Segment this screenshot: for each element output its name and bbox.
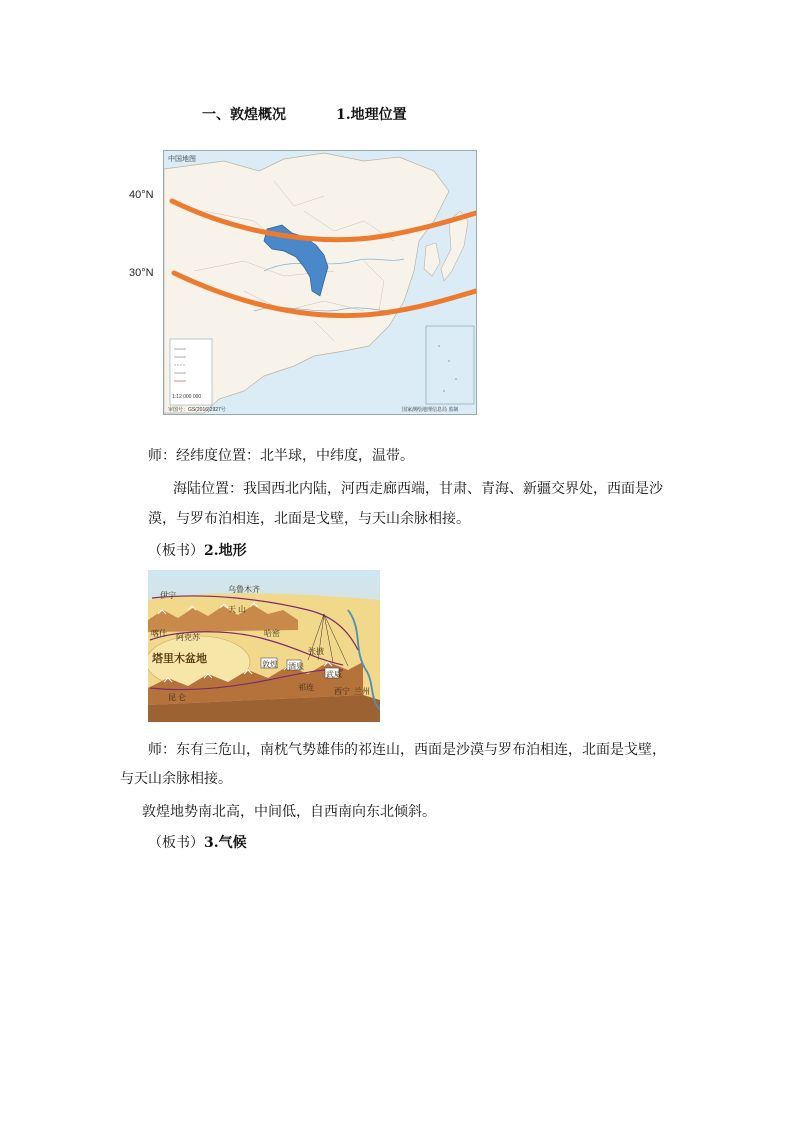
label-dunhuang: 敦煌: [262, 660, 278, 669]
label-lanzhou: 兰州: [354, 687, 370, 696]
label-urumqi: 乌鲁木齐: [228, 585, 260, 594]
label-xining: 西宁: [334, 687, 350, 696]
label-wuwei: 武威: [326, 670, 342, 679]
label-kunlun: 昆 仑: [168, 693, 186, 702]
board-prefix: （板书）: [148, 835, 204, 851]
paragraph-elevation: 敦煌地势南北高，中间低，自西南向东北倾斜。: [142, 804, 436, 820]
label-aksu: 阿克苏: [176, 633, 200, 642]
map-publisher: 国家测绘地理信息局 监制: [402, 407, 459, 413]
subsection-heading: 1.地理位置: [336, 107, 407, 123]
latitude-label-40: 40°N: [129, 189, 154, 201]
section-heading: 一、敦煌概况: [202, 107, 286, 123]
label-zhangye: 张掖: [308, 647, 324, 656]
paragraph-terrain-line1: 师：东有三危山，南枕气势雄伟的祁连山，西面是沙漠与罗布泊相连，北面是戈壁，: [148, 742, 666, 758]
board-title-climate: 3.气候: [204, 835, 247, 851]
label-yining: 伊宁: [160, 591, 176, 600]
map-title: 中国地图: [168, 156, 196, 163]
map-approval-number: 审图号：GS(2016)2927号: [168, 407, 226, 413]
map-scale: 1:12 000 000: [172, 394, 202, 400]
terrain-map: [148, 570, 380, 722]
latitude-label-30: 30°N: [129, 267, 154, 279]
label-tianshan: 天 山: [228, 605, 246, 614]
board-prefix: （板书）: [148, 543, 204, 559]
board-title-terrain: 2.地形: [204, 543, 247, 559]
china-map: [163, 150, 477, 415]
label-basin: 塔里木盆地: [152, 653, 207, 665]
board-note-terrain: [148, 540, 247, 560]
label-hami: 哈密: [264, 629, 280, 638]
label-kashgar: 喀什: [151, 629, 167, 638]
label-jiuquan: 酒泉: [288, 662, 304, 671]
paragraph-sea-land-line2: 漠，与罗布泊相连，北面是戈壁，与天山余脉相接。: [148, 511, 470, 527]
label-qilian: 祁连: [298, 683, 314, 692]
paragraph-sea-land-line1: 海陆位置：我国西北内陆，河西走廊西端，甘肃、青海、新疆交界处，西面是沙: [173, 481, 663, 497]
china-map-graphic: [164, 151, 476, 414]
board-note-climate: [148, 832, 247, 852]
paragraph-terrain-line2: 与天山余脉相接。: [120, 771, 232, 787]
paragraph-lat-lon: 师：经纬度位置：北半球，中纬度，温带。: [148, 448, 414, 464]
